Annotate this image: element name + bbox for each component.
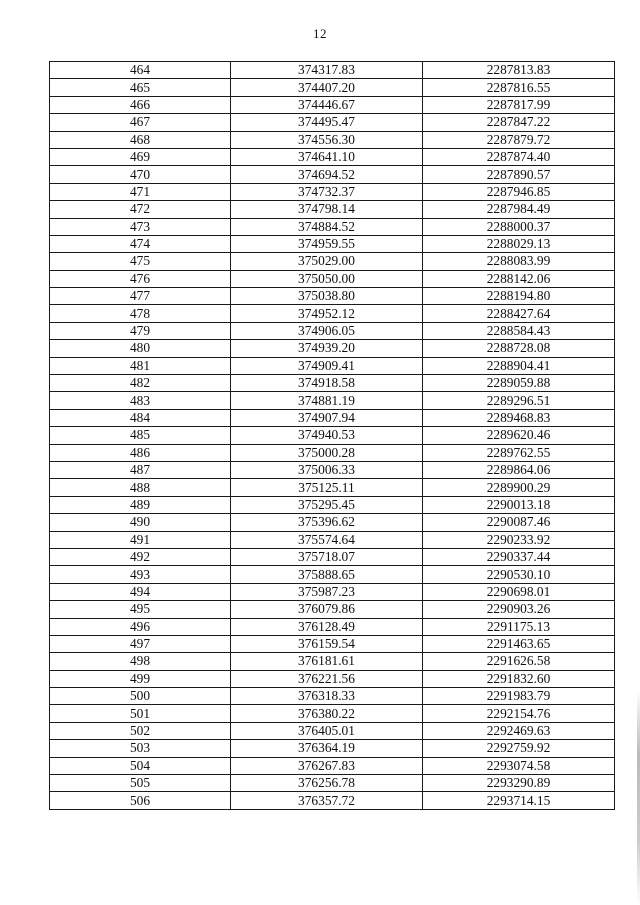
table-row [50,775,615,792]
point-number-cell: 471 [50,183,231,200]
x-coordinate-cell: 376364.19 [231,740,423,757]
x-coordinate-cell: 375987.23 [231,583,423,600]
y-coordinate-cell: 2291175.13 [423,618,615,635]
table-row [50,357,615,374]
y-coordinate-cell: 2288427.64 [423,305,615,322]
table-row [50,392,615,409]
table-row [50,96,615,113]
point-number-cell: 503 [50,740,231,757]
y-coordinate-cell: 2289296.51 [423,392,615,409]
y-coordinate-cell: 2292759.92 [423,740,615,757]
table-row [50,79,615,96]
x-coordinate-cell: 375029.00 [231,253,423,270]
table-row [50,670,615,687]
y-coordinate-cell: 2292469.63 [423,722,615,739]
y-coordinate-cell: 2289900.29 [423,479,615,496]
table-row [50,514,615,531]
point-number-cell: 491 [50,531,231,548]
y-coordinate-cell: 2290337.44 [423,548,615,565]
table-row [50,131,615,148]
point-number-cell: 488 [50,479,231,496]
page-number: 12 [313,26,327,41]
table-row [50,62,615,79]
y-coordinate-cell: 2290013.18 [423,496,615,513]
point-number-cell: 476 [50,270,231,287]
point-number-cell: 484 [50,409,231,426]
y-coordinate-cell: 2291626.58 [423,653,615,670]
y-coordinate-cell: 2287813.83 [423,62,615,79]
x-coordinate-cell: 376079.86 [231,601,423,618]
y-coordinate-cell: 2287946.85 [423,183,615,200]
point-number-cell: 501 [50,705,231,722]
point-number-cell: 490 [50,514,231,531]
x-coordinate-cell: 376380.22 [231,705,423,722]
point-number-cell: 473 [50,218,231,235]
y-coordinate-cell: 2287984.49 [423,201,615,218]
x-coordinate-cell: 375038.80 [231,288,423,305]
point-number-cell: 496 [50,618,231,635]
point-number-cell: 468 [50,131,231,148]
x-coordinate-cell: 376221.56 [231,670,423,687]
y-coordinate-cell: 2289059.88 [423,375,615,392]
x-coordinate-cell: 374317.83 [231,62,423,79]
x-coordinate-cell: 374952.12 [231,305,423,322]
point-number-cell: 464 [50,62,231,79]
x-coordinate-cell: 374556.30 [231,131,423,148]
point-number-cell: 499 [50,670,231,687]
x-coordinate-cell: 374907.94 [231,409,423,426]
y-coordinate-cell: 2287847.22 [423,114,615,131]
y-coordinate-cell: 2291983.79 [423,688,615,705]
table-row [50,322,615,339]
point-number-cell: 505 [50,775,231,792]
table-row [50,409,615,426]
x-coordinate-cell: 376357.72 [231,792,423,809]
x-coordinate-cell: 376256.78 [231,775,423,792]
table-row [50,461,615,478]
x-coordinate-cell: 374446.67 [231,96,423,113]
y-coordinate-cell: 2290087.46 [423,514,615,531]
point-number-cell: 466 [50,96,231,113]
table-row [50,583,615,600]
x-coordinate-cell: 374798.14 [231,201,423,218]
coordinate-table-body [50,62,615,810]
y-coordinate-cell: 2290903.26 [423,601,615,618]
table-row [50,757,615,774]
table-row [50,288,615,305]
point-number-cell: 478 [50,305,231,322]
point-number-cell: 485 [50,427,231,444]
y-coordinate-cell: 2288728.08 [423,340,615,357]
x-coordinate-cell: 374732.37 [231,183,423,200]
table-row [50,253,615,270]
y-coordinate-cell: 2290698.01 [423,583,615,600]
point-number-cell: 470 [50,166,231,183]
table-row [50,148,615,165]
x-coordinate-cell: 375396.62 [231,514,423,531]
table-row [50,705,615,722]
point-number-cell: 481 [50,357,231,374]
table-row [50,427,615,444]
y-coordinate-cell: 2287817.99 [423,96,615,113]
x-coordinate-cell: 374884.52 [231,218,423,235]
x-coordinate-cell: 375050.00 [231,270,423,287]
point-number-cell: 497 [50,635,231,652]
y-coordinate-cell: 2288029.13 [423,235,615,252]
point-number-cell: 465 [50,79,231,96]
table-row [50,444,615,461]
y-coordinate-cell: 2287890.57 [423,166,615,183]
x-coordinate-cell: 375125.11 [231,479,423,496]
table-row [50,722,615,739]
table-row [50,688,615,705]
x-coordinate-cell: 376159.54 [231,635,423,652]
x-coordinate-cell: 376267.83 [231,757,423,774]
y-coordinate-cell: 2289468.83 [423,409,615,426]
x-coordinate-cell: 374641.10 [231,148,423,165]
x-coordinate-cell: 374694.52 [231,166,423,183]
y-coordinate-cell: 2288142.06 [423,270,615,287]
point-number-cell: 489 [50,496,231,513]
point-number-cell: 472 [50,201,231,218]
y-coordinate-cell: 2287816.55 [423,79,615,96]
table-row [50,218,615,235]
table-row [50,618,615,635]
table-row [50,531,615,548]
table-row [50,270,615,287]
x-coordinate-cell: 375006.33 [231,461,423,478]
y-coordinate-cell: 2291463.65 [423,635,615,652]
table-row [50,183,615,200]
x-coordinate-cell: 375888.65 [231,566,423,583]
table-row [50,601,615,618]
point-number-cell: 469 [50,148,231,165]
x-coordinate-cell: 374940.53 [231,427,423,444]
point-number-cell: 482 [50,375,231,392]
y-coordinate-cell: 2293290.89 [423,775,615,792]
x-coordinate-cell: 374918.58 [231,375,423,392]
y-coordinate-cell: 2289620.46 [423,427,615,444]
point-number-cell: 500 [50,688,231,705]
x-coordinate-cell: 374939.20 [231,340,423,357]
point-number-cell: 498 [50,653,231,670]
point-number-cell: 492 [50,548,231,565]
table-row [50,792,615,809]
x-coordinate-cell: 374959.55 [231,235,423,252]
table-row [50,305,615,322]
table-row [50,166,615,183]
y-coordinate-cell: 2287874.40 [423,148,615,165]
point-number-cell: 495 [50,601,231,618]
table-row [50,653,615,670]
y-coordinate-cell: 2288194.80 [423,288,615,305]
y-coordinate-cell: 2290530.10 [423,566,615,583]
table-row [50,496,615,513]
y-coordinate-cell: 2289762.55 [423,444,615,461]
x-coordinate-cell: 376405.01 [231,722,423,739]
y-coordinate-cell: 2288584.43 [423,322,615,339]
point-number-cell: 487 [50,461,231,478]
table-row [50,548,615,565]
y-coordinate-cell: 2288904.41 [423,357,615,374]
y-coordinate-cell: 2288083.99 [423,253,615,270]
table-row [50,740,615,757]
table-row [50,375,615,392]
x-coordinate-cell: 375718.07 [231,548,423,565]
point-number-cell: 502 [50,722,231,739]
x-coordinate-cell: 375295.45 [231,496,423,513]
y-coordinate-cell: 2292154.76 [423,705,615,722]
x-coordinate-cell: 375000.28 [231,444,423,461]
y-coordinate-cell: 2289864.06 [423,461,615,478]
point-number-cell: 493 [50,566,231,583]
x-coordinate-cell: 374881.19 [231,392,423,409]
point-number-cell: 486 [50,444,231,461]
table-row [50,479,615,496]
x-coordinate-cell: 375574.64 [231,531,423,548]
y-coordinate-cell: 2293074.58 [423,757,615,774]
point-number-cell: 477 [50,288,231,305]
point-number-cell: 474 [50,235,231,252]
table-row [50,235,615,252]
y-coordinate-cell: 2290233.92 [423,531,615,548]
coordinate-table [49,61,615,810]
x-coordinate-cell: 376181.61 [231,653,423,670]
y-coordinate-cell: 2293714.15 [423,792,615,809]
point-number-cell: 467 [50,114,231,131]
table-row [50,635,615,652]
y-coordinate-cell: 2291832.60 [423,670,615,687]
x-coordinate-cell: 374495.47 [231,114,423,131]
point-number-cell: 480 [50,340,231,357]
x-coordinate-cell: 376318.33 [231,688,423,705]
point-number-cell: 475 [50,253,231,270]
x-coordinate-cell: 374407.20 [231,79,423,96]
table-row [50,566,615,583]
point-number-cell: 479 [50,322,231,339]
point-number-cell: 504 [50,757,231,774]
point-number-cell: 506 [50,792,231,809]
table-row [50,340,615,357]
point-number-cell: 494 [50,583,231,600]
y-coordinate-cell: 2287879.72 [423,131,615,148]
x-coordinate-cell: 374909.41 [231,357,423,374]
x-coordinate-cell: 376128.49 [231,618,423,635]
table-row [50,114,615,131]
table-row [50,201,615,218]
point-number-cell: 483 [50,392,231,409]
x-coordinate-cell: 374906.05 [231,322,423,339]
y-coordinate-cell: 2288000.37 [423,218,615,235]
